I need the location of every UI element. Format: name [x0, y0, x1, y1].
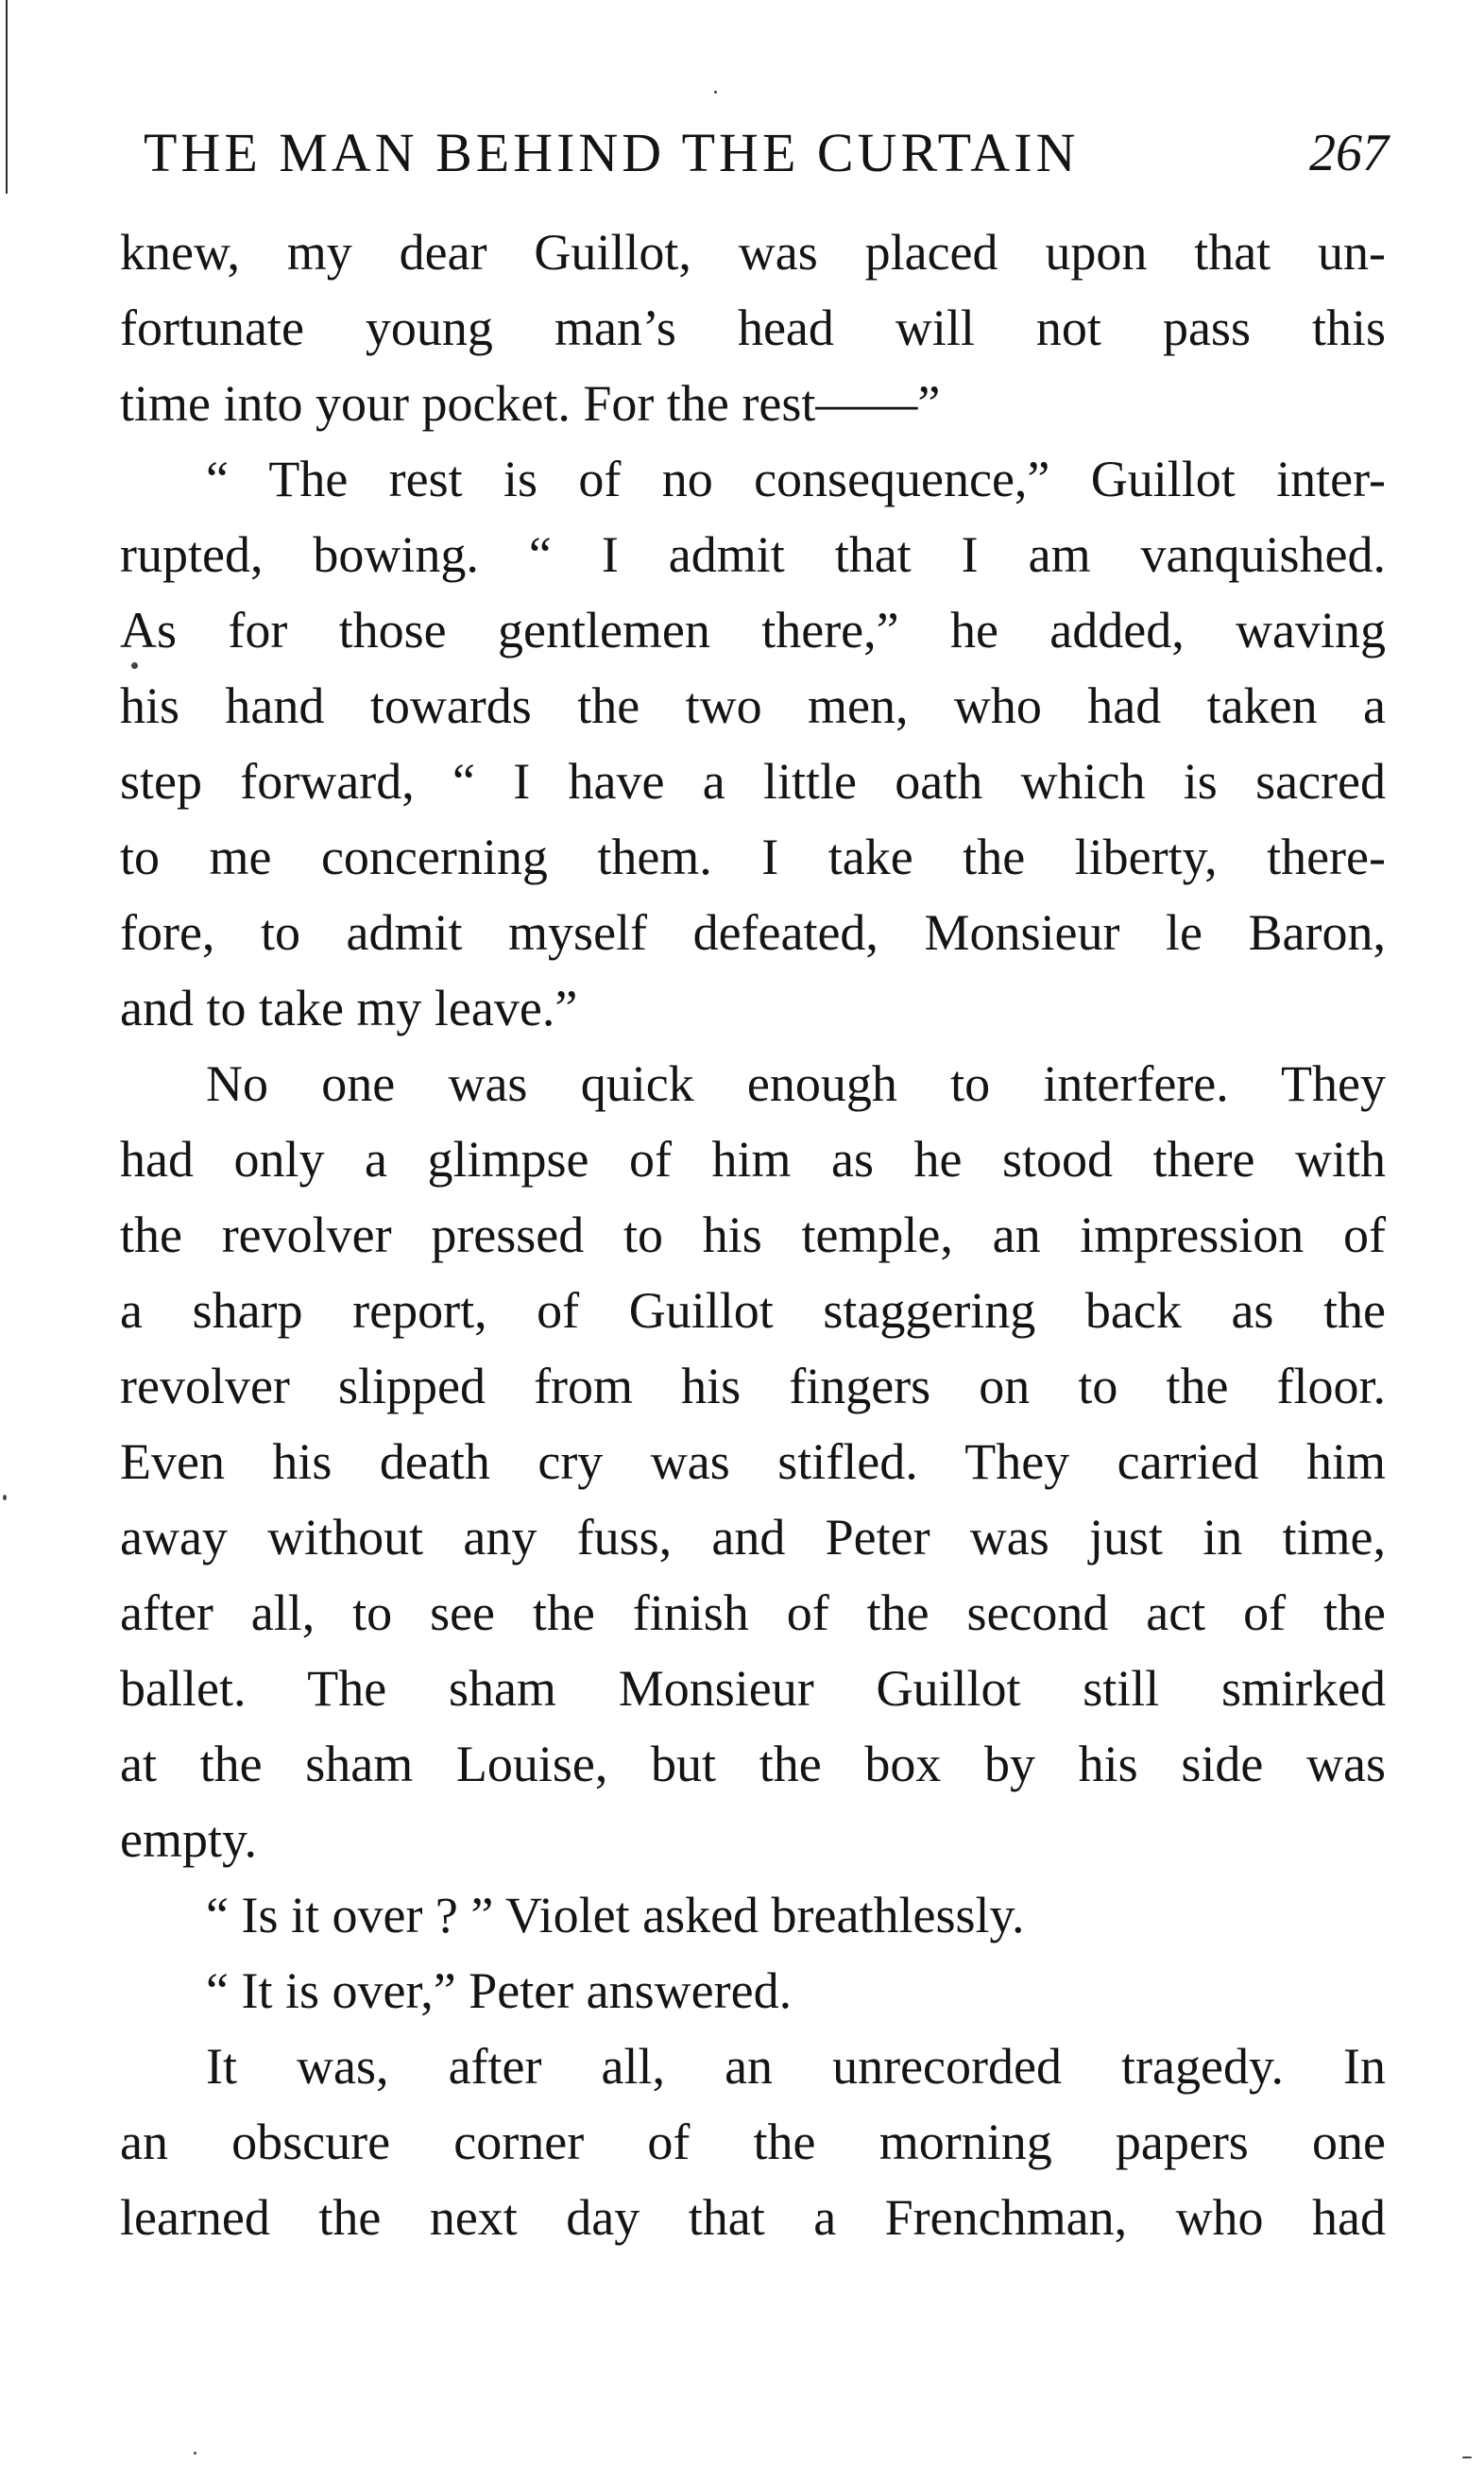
- binding-edge-line: [6, 0, 8, 194]
- text-line: step forward, “ I have a little oath which is sacred: [120, 753, 1386, 810]
- print-speck: [131, 662, 138, 669]
- page-number: 267: [1309, 124, 1389, 182]
- print-speck: [3, 1495, 7, 1500]
- text-line: a sharp report, of Guillot staggering back as the: [120, 1282, 1386, 1339]
- print-speck: [194, 2452, 196, 2455]
- text-line: after all, to see the finish of the second act of the: [120, 1584, 1386, 1641]
- page-header: [144, 115, 1389, 191]
- text-line: time into your pocket. For the rest——”: [120, 375, 941, 432]
- text-line: to me concerning them. I take the liberty, there-: [120, 829, 1386, 885]
- text-line: had only a glimpse of him as he stood there with: [120, 1131, 1386, 1188]
- text-line: “ Is it over ? ” Violet asked breathlessly.: [206, 1887, 1025, 1943]
- text-line: rupted, bowing. “ I admit that I am vanquished.: [120, 526, 1386, 583]
- running-title: THE MAN BEHIND THE CURTAIN: [144, 122, 1080, 183]
- text-line: an obscure corner of the morning papers one: [120, 2114, 1386, 2170]
- text-line: and to take my leave.”: [120, 980, 578, 1036]
- text-line: Even his death cry was stifled. They carried him: [120, 1433, 1386, 1490]
- text-line: “ The rest is of no consequence,” Guillot inter-: [206, 451, 1386, 507]
- print-speck: [714, 91, 717, 94]
- text-line: No one was quick enough to interfere. They: [206, 1055, 1386, 1112]
- text-line: As for those gentlemen there,” he added, waving: [120, 602, 1386, 659]
- text-line: ballet. The sham Monsieur Guillot still smirked: [120, 1660, 1386, 1717]
- text-line: knew, my dear Guillot, was placed upon that un-: [120, 224, 1386, 281]
- text-line: his hand towards the two men, who had taken a: [120, 677, 1386, 734]
- print-speck: [1462, 2456, 1472, 2458]
- text-line: revolver slipped from his fingers on to the floor.: [120, 1358, 1386, 1414]
- text-line: fore, to admit myself defeated, Monsieur le Baron,: [120, 904, 1386, 961]
- text-line: away without any fuss, and Peter was just in time,: [120, 1509, 1386, 1566]
- text-line: “ It is over,” Peter answered.: [206, 1962, 793, 2019]
- text-line: fortunate young man’s head will not pass this: [120, 300, 1386, 356]
- text-line: at the sham Louise, but the box by his side was: [120, 1736, 1386, 1792]
- text-line: learned the next day that a Frenchman, who had: [120, 2189, 1386, 2246]
- text-line: the revolver pressed to his temple, an impression of: [120, 1207, 1386, 1263]
- text-line: It was, after all, an unrecorded tragedy. In: [206, 2038, 1386, 2095]
- text-line: empty.: [120, 1811, 257, 1868]
